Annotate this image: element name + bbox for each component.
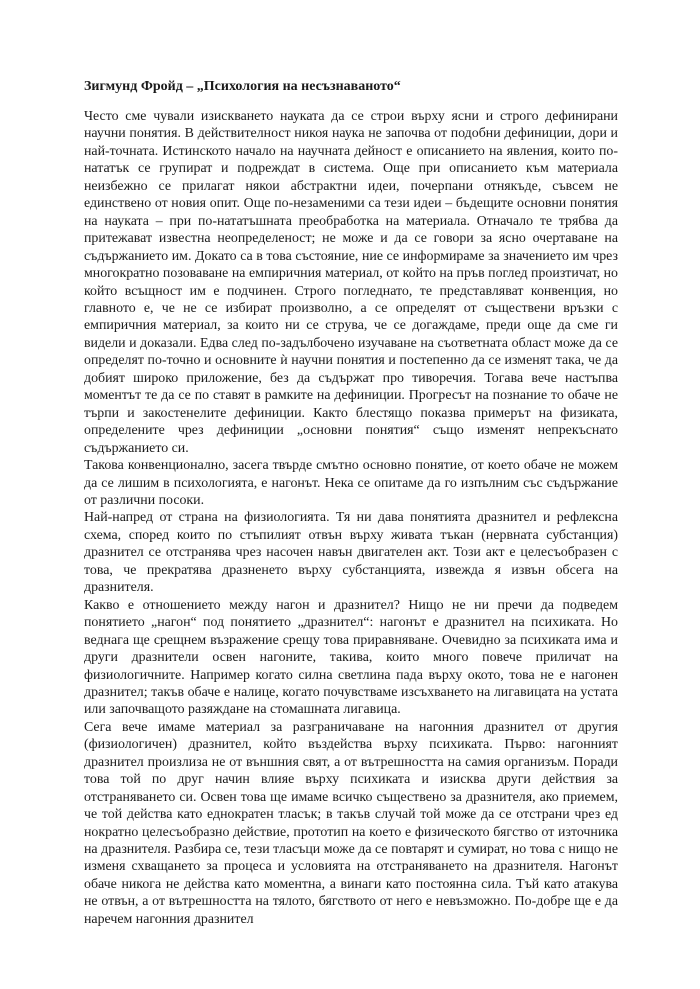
- document-title: [84, 79, 401, 95]
- paragraph: Сега вече имаме материал за разграничаване на нагонния дразнител от другия (физиологичен) дразнител, който въздейства върху психиката. Първо: нагонният дразнител произлиза не от външния свят, а от вътрешността на самия организъм. Поради това той по друг начин влияе върху психиката и изисква други действия за отстраняването си. Освен това ще имаме всичко съществено за дразнителя, ако приемем, че той действа като еднократен тласък; в такъв случай той може да се отстрани чрез ед нократно целесъобразно действие, прототип на което е физическото бягство от източника на дразнителя. Разбира се, тези тласъци може да се повтарят и сумират, но това с нищо не изменя схващането за процеса и условията на отстраняването на дразнителя. Нагонът обаче никога не действа като моментна, а винаги като постоянна сила. Тъй като атакува не отвън, а от вътрешността на тялото, бягството от него е невъзможно. По-добре ще е да наречем нагонния дразнител: [84, 719, 618, 927]
- document-body: [84, 108, 618, 928]
- title-author: Зигмунд Фройд –: [84, 79, 197, 94]
- paragraph: Често сме чували изискването науката да се строи върху ясни и строго дефинирани научни понятия. В действителност никоя наука не започва от подобни дефиниции, дори и най-точната. Истинското начало на научната дейност е описанието на явления, които по-нататък се групират и подреждат в система. Още при описанието към материала неизбежно се прилагат някои абстрактни идеи, почерпани отнякъде, съвсем не единствено от новия опит. Още по-незаменими са тези идеи – бъдещите основни понятия на науката – при по-нататъшната преобработка на материала. Отначало те трябва да притежават известна неопределеност; не може и да се говори за ясно очертаване на съдържанието им. Докато са в това състояние, ние се информираме за значението им чрез многократно позоваване на емпиричния материал, от който на пръв поглед произтичат, но който всъщност им е подчинен. Строго погледнато, те представляват конвенция, но главното е, че не се избират произволно, а се определят от съществени връзки с емпиричния материал, за които ни се струва, че се догаждаме, преди още да сме ги видели и доказали. Едва след по-задълбочено изучаване на съответната област може да се определят по-точно и основните ѝ научни понятия и постепенно да се изменят така, че да добият широко приложение, без да съдържат про тиворечия. Тогава вече настъпва моментът те да се по ставят в рамките на дефиниции. Прогресът на познание то обаче не търпи и закостенелите дефиниции. Както блестящо показва примерът на физиката, определените чрез дефиниции „основни понятия“ също изменят непрекъснато съдържанието си.: [84, 109, 618, 456]
- paragraph: Най-напред от страна на физиологията. Тя ни дава понятията дразнител и рефлексна схема, според които по стъпилият отвън върху живата тъкан (нервната субстанция) дразнител се отстранява чрез насочен навън двигателен акт. Този акт е целесъобразен с това, че прекратява дразненето върху субстанцията, извежда я извън обсега на дразнителя.: [84, 510, 618, 596]
- paragraph: Какво е отношението между нагон и дразнител? Нищо не ни пречи да подведем понятието „нагон“ под понятието „дразнител“: нагонът е дразнител на психиката. Но веднага ще срещнем възражение срещу това приравняване. Очевидно за психиката има и други дразнители освен нагоните, такива, които много повече приличат на физиологичните. Например когато силна светлина пада върху окото, това не е нагонен дразнител; такъв обаче е налице, когато почувстваме изсъхването на лигавицата на устата или започващото разяждане на стомашната лигавица.: [84, 597, 618, 718]
- paragraph: Такова конвенционално, засега твърде смътно основно понятие, от което обаче не можем да се лишим в психологията, е нагонът. Нека се опитаме да го изпълним със съдържание от различни посоки.: [84, 458, 618, 508]
- title-work: „Психология на несъзнаваното“: [196, 79, 401, 94]
